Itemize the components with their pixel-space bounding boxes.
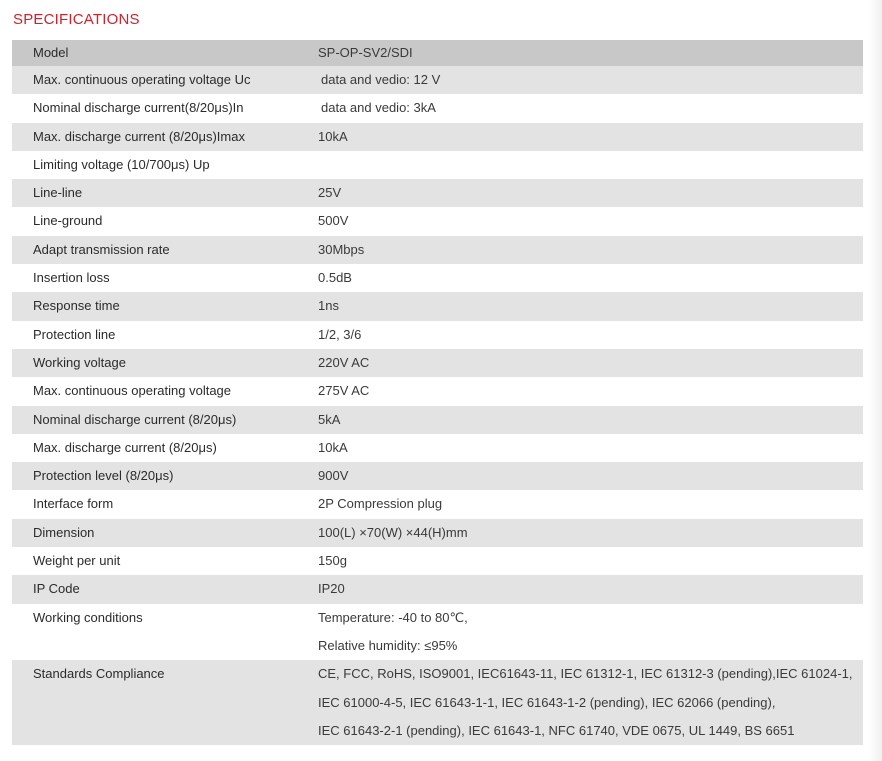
table-row	[12, 151, 863, 179]
spec-value-line: IEC 61643-2-1 (pending), IEC 61643-1, NFC 61740, VDE 0675, UL 1449, BS 6651	[318, 722, 795, 738]
spec-value	[297, 462, 863, 490]
spec-label: Interface form	[33, 496, 114, 512]
spec-value	[297, 179, 863, 207]
table-row	[12, 349, 863, 377]
spec-label: Weight per unit	[33, 553, 121, 569]
table-row	[12, 519, 863, 547]
spec-value-line: 900V	[318, 468, 349, 484]
table-row	[12, 434, 863, 462]
spec-value-line: 30Mbps	[318, 241, 365, 257]
spec-value-line	[318, 151, 863, 179]
spec-value-line: 2P Compression plug	[318, 496, 443, 512]
table-row	[12, 66, 863, 94]
table-row	[12, 575, 863, 603]
spec-value	[297, 434, 863, 462]
spec-label: Protection line	[33, 326, 116, 342]
spec-value-line: 220V AC	[318, 354, 370, 370]
spec-value-line: 150g	[318, 553, 347, 569]
spec-value	[297, 151, 863, 179]
spec-value	[297, 604, 863, 661]
spec-value	[297, 349, 863, 377]
spec-value-line: 1/2, 3/6	[318, 326, 362, 342]
table-row	[12, 660, 863, 745]
spec-value	[297, 490, 863, 518]
spec-value	[297, 94, 863, 122]
spec-label: Protection level (8/20μs)	[33, 468, 174, 484]
table-row	[12, 406, 863, 434]
spec-label: IP Code	[33, 581, 80, 597]
spec-value	[297, 575, 863, 603]
table-row	[12, 94, 863, 122]
spec-value	[297, 660, 863, 745]
spec-label: Nominal discharge current(8/20μs)In	[33, 100, 244, 116]
spec-label: Insertion loss	[33, 270, 110, 286]
spec-value-line: Temperature: -40 to 80℃,	[318, 609, 468, 625]
spec-value-line: 10kA	[318, 128, 348, 144]
spec-label: Dimension	[33, 524, 95, 540]
table-header-row	[12, 40, 863, 66]
spec-value-line: 25V	[318, 185, 342, 201]
specifications-table	[12, 40, 863, 745]
table-row	[12, 207, 863, 235]
spec-value	[297, 207, 863, 235]
spec-label: Standards Compliance	[33, 666, 165, 682]
table-row	[12, 179, 863, 207]
spec-value-line: 0.5dB	[318, 270, 352, 286]
spec-value-line: 500V	[318, 213, 349, 229]
table-row	[12, 123, 863, 151]
spec-label: Nominal discharge current (8/20μs)	[33, 411, 237, 427]
spec-label: Max. discharge current (8/20μs)Imax	[33, 128, 245, 144]
spec-value	[297, 519, 863, 547]
spec-label: Limiting voltage (10/700μs) Up	[33, 156, 210, 172]
spec-value	[297, 236, 863, 264]
table-row	[12, 236, 863, 264]
table-row	[12, 292, 863, 320]
spec-value	[297, 547, 863, 575]
spec-value	[297, 66, 863, 94]
spec-value-line: IP20	[318, 581, 345, 597]
spec-label: Working voltage	[33, 354, 126, 370]
spec-value-line: 1ns	[318, 298, 339, 314]
section-title: SPECIFICATIONS	[13, 11, 140, 28]
spec-value-line: Relative humidity: ≤95%	[318, 637, 458, 653]
spec-value-line: data and vedio: 12 V	[321, 72, 441, 87]
table-row	[12, 490, 863, 518]
spec-value-line: CE, FCC, RoHS, ISO9001, IEC61643-11, IEC 61312-1, IEC 61312-3 (pending),IEC 61024-1,	[318, 666, 853, 682]
spec-value	[297, 123, 863, 151]
spec-value	[297, 292, 863, 320]
spec-value	[297, 264, 863, 292]
spec-label: Max. continuous operating voltage	[33, 383, 232, 399]
page-edge-shadow	[868, 0, 882, 761]
table-row	[12, 547, 863, 575]
spec-label: Max. continuous operating voltage Uc	[33, 72, 251, 87]
spec-label: Max. discharge current (8/20μs)	[33, 439, 217, 455]
spec-value-line: 5kA	[318, 411, 341, 427]
header-label: Model	[33, 45, 69, 60]
table-row	[12, 377, 863, 405]
spec-value-line: 10kA	[318, 439, 348, 455]
table-row	[12, 264, 863, 292]
spec-value-line: IEC 61000-4-5, IEC 61643-1-1, IEC 61643-1-2 (pending), IEC 62066 (pending),	[318, 694, 776, 710]
spec-value-line: 275V AC	[318, 383, 370, 399]
table-row	[12, 604, 863, 661]
header-value: SP-OP-SV2/SDI	[318, 45, 413, 60]
table-body	[12, 66, 863, 745]
spec-value	[297, 377, 863, 405]
spec-value	[297, 321, 863, 349]
spec-value-line: 100(L) ×70(W) ×44(H)mm	[318, 524, 468, 540]
spec-value	[297, 406, 863, 434]
spec-label: Line-line	[33, 185, 83, 201]
spec-label: Response time	[33, 298, 120, 314]
spec-label: Working conditions	[33, 609, 143, 625]
spec-label: Line-ground	[33, 213, 103, 229]
spec-value-line: data and vedio: 3kA	[321, 100, 436, 116]
table-row	[12, 321, 863, 349]
table-row	[12, 462, 863, 490]
spec-label: Adapt transmission rate	[33, 241, 170, 257]
